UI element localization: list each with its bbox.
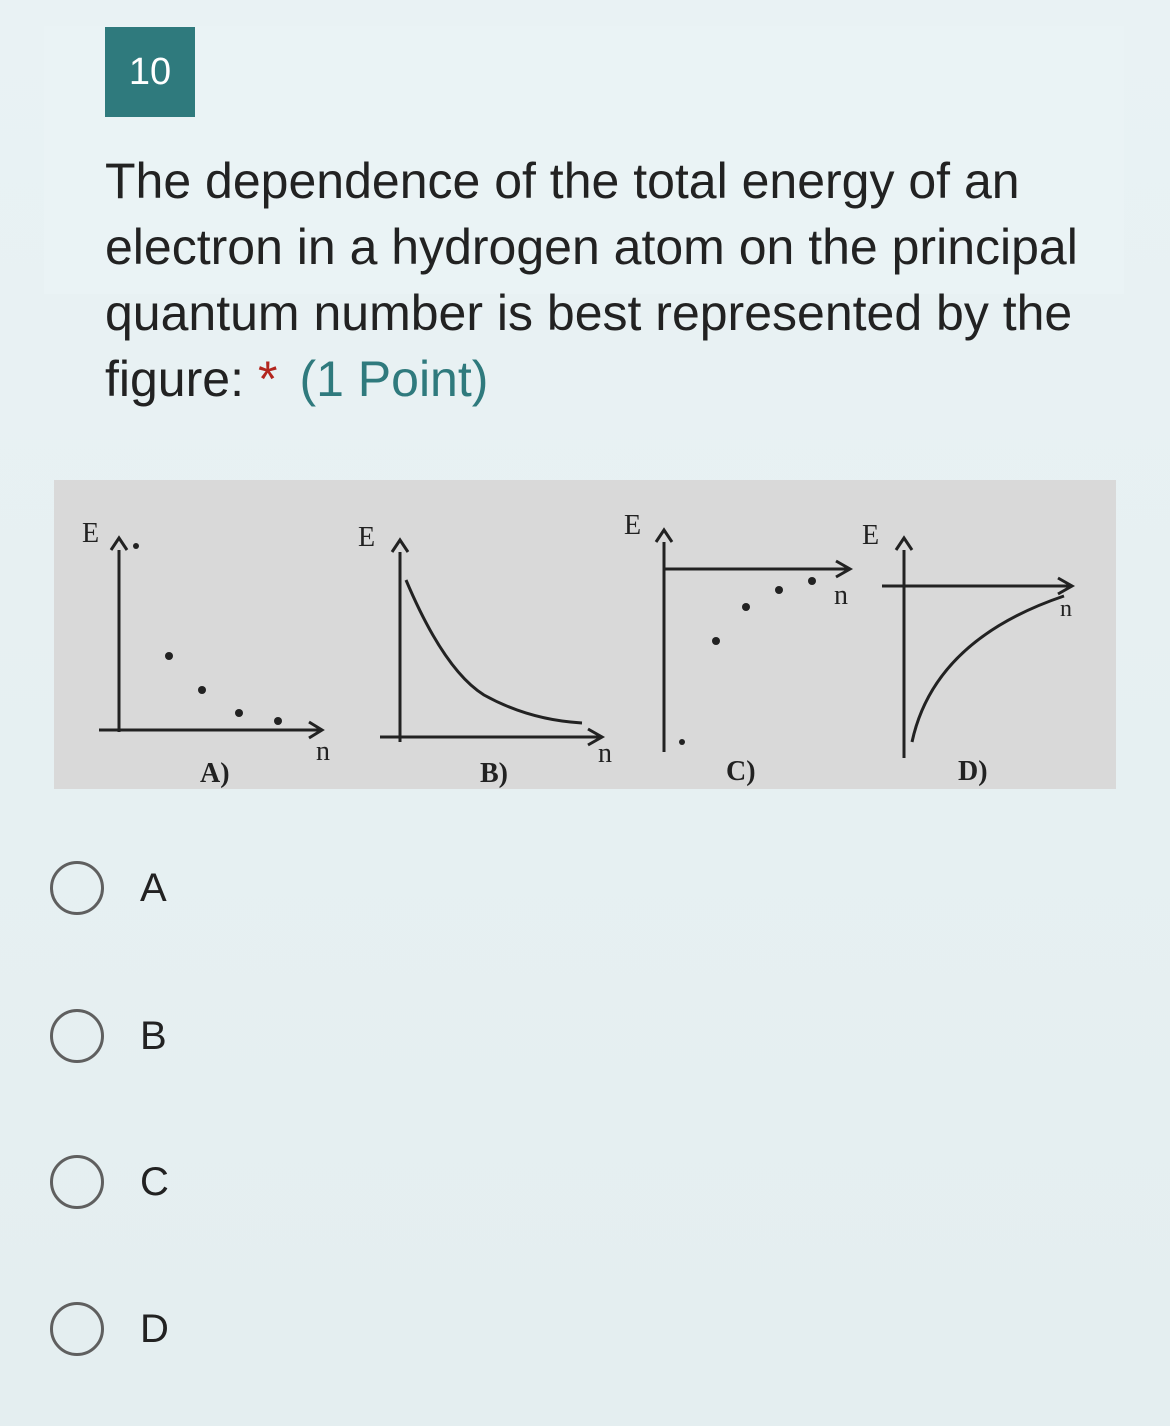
panel-c-point-3: [742, 603, 750, 611]
question-text: The dependence of the total energy of an electron in a hydrogen atom on the principal quantum number is best represented by the figure:: [105, 153, 1078, 407]
question-number-badge: 10: [105, 27, 195, 117]
panel-d-caption: D): [958, 756, 988, 787]
panel-b-caption: B): [480, 758, 508, 789]
energy-graphs-figure: [54, 480, 1116, 789]
panel-a-point-5: [274, 717, 282, 725]
option-a[interactable]: [50, 857, 167, 919]
panel-c-point-5: [808, 577, 816, 585]
panel-a-caption: A): [200, 758, 230, 789]
question-points: (1 Point): [299, 351, 489, 407]
option-c[interactable]: [50, 1151, 169, 1213]
figure-paper: [54, 480, 1116, 789]
option-b[interactable]: [50, 1005, 167, 1067]
option-b-label[interactable]: B: [140, 1013, 167, 1058]
panel-b-x-label: n: [598, 738, 612, 769]
panel-c-caption: C): [726, 756, 756, 787]
radio-button-c[interactable]: [50, 1155, 104, 1209]
panel-c-point-4: [775, 586, 783, 594]
panel-a-point-2: [165, 652, 173, 660]
question-figure: [54, 480, 1116, 789]
radio-button-a[interactable]: [50, 861, 104, 915]
panel-a-point-1: [133, 543, 139, 549]
panel-c-x-label: n: [834, 580, 848, 611]
panel-a-point-4: [235, 709, 243, 717]
panel-c-y-label: E: [624, 510, 642, 541]
option-d-label[interactable]: D: [140, 1306, 169, 1351]
panel-d-y-label: E: [862, 520, 880, 551]
panel-a-point-3: [198, 686, 206, 694]
option-a-label[interactable]: A: [140, 865, 167, 910]
required-asterisk: *: [257, 351, 278, 407]
panel-a-x-label: n: [316, 736, 330, 767]
panel-c-point-2: [712, 637, 720, 645]
question-title: [105, 148, 1105, 412]
option-c-label[interactable]: C: [140, 1159, 169, 1204]
radio-button-b[interactable]: [50, 1009, 104, 1063]
radio-button-d[interactable]: [50, 1302, 104, 1356]
option-d[interactable]: [50, 1298, 169, 1360]
panel-a-y-label: E: [82, 518, 100, 549]
panel-c-point-1: [679, 739, 685, 745]
panel-b-y-label: E: [358, 522, 376, 553]
panel-d-x-label: n: [1060, 596, 1072, 622]
